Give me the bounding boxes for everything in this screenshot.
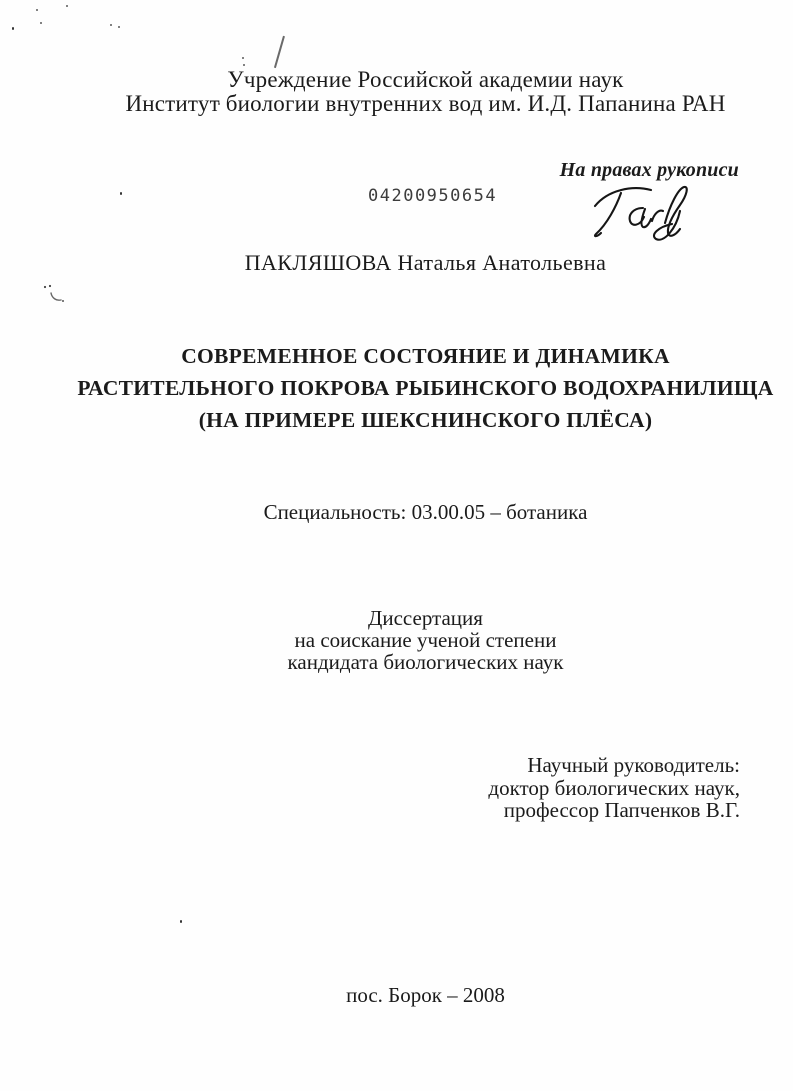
scan-speck: [66, 5, 68, 7]
institution-line-2: Институт биологии внутренних вод им. И.Д. Папанина РАН: [125, 91, 726, 116]
thesis-line-2: на соискание ученой степени: [294, 628, 557, 652]
title-line-3: (НА ПРИМЕРЕ ШЕКСНИНСКОГО ПЛЁСА): [198, 408, 653, 432]
dissertation-title: [58, 340, 793, 436]
scan-slash-mark: [274, 36, 285, 68]
scan-speck: [110, 24, 112, 26]
scan-speck: [118, 26, 120, 28]
manuscript-rights-note: На правах рукописи: [559, 159, 739, 181]
scan-speck: [120, 192, 122, 195]
scan-speck: [242, 57, 244, 59]
thesis-type-block: [58, 607, 793, 673]
title-line-2: РАСТИТЕЛЬНОГО ПОКРОВА РЫБИНСКОГО ВОДОХРАНИЛИЩА: [77, 376, 774, 400]
scan-speck: [243, 64, 245, 66]
scan-margin-hook: [42, 283, 66, 305]
scan-speck: [40, 22, 42, 24]
scan-speck: [36, 9, 38, 11]
supervisor-line-3: профессор Папченков В.Г.: [503, 798, 740, 822]
supervisor-block: [488, 754, 740, 822]
registration-number: 04200950654: [368, 186, 498, 206]
author-name: ПАКЛЯШОВА Наталья Анатольевна: [244, 250, 607, 275]
title-line-1: СОВРЕМЕННОЕ СОСТОЯНИЕ И ДИНАМИКА: [181, 344, 670, 368]
specialty-line: Специальность: 03.00.05 – ботаника: [263, 500, 588, 524]
thesis-line-1: Диссертация: [368, 606, 483, 630]
thesis-line-3: кандидата биологических наук: [287, 650, 564, 674]
scan-speck: [180, 920, 182, 923]
institution-header: [58, 68, 793, 116]
supervisor-line-2: доктор биологических наук,: [488, 775, 740, 800]
supervisor-line-1: Научный руководитель:: [527, 753, 740, 777]
scan-speck: [12, 27, 14, 30]
place-year-line: пос. Борок – 2008: [346, 983, 505, 1007]
signature-icon: [588, 181, 700, 243]
institution-line-1: Учреждение Российской академии наук: [227, 67, 624, 92]
